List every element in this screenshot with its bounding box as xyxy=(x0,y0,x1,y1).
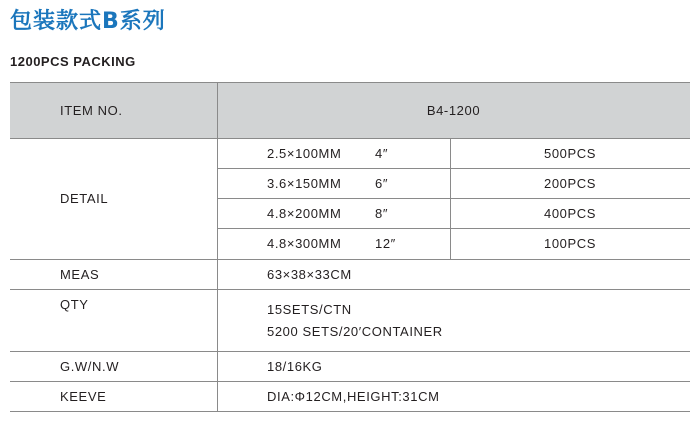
page-title: 包装款式B系列 xyxy=(10,9,166,34)
column-divider xyxy=(217,82,218,412)
meas-value: 63×38×33CM xyxy=(267,266,352,282)
item-no-label: ITEM NO. xyxy=(60,102,123,118)
detail-row-inch xyxy=(367,228,447,259)
meas-label: MEAS xyxy=(60,266,100,282)
table-top-border xyxy=(10,82,690,83)
meas-value-cell xyxy=(217,259,690,289)
detail-qty: 200PCS xyxy=(543,175,597,191)
detail-inch: 12″ xyxy=(375,236,396,251)
row-divider xyxy=(10,289,690,290)
detail-row-divider xyxy=(217,198,690,199)
meas-label-cell xyxy=(10,259,217,289)
detail-row-size xyxy=(217,228,342,259)
weight-value-cell xyxy=(217,351,690,381)
row-divider xyxy=(10,381,690,382)
header-value-cell xyxy=(217,82,690,138)
detail-size: 4.8×200MM xyxy=(267,205,342,221)
detail-row-qty xyxy=(450,228,690,259)
detail-row-qty xyxy=(450,138,690,168)
weight-label-cell xyxy=(10,351,217,381)
detail-row-divider xyxy=(217,228,690,229)
detail-inch: 6″ xyxy=(375,175,389,191)
table-bottom-border xyxy=(10,411,690,412)
weight-label: G.W/N.W xyxy=(60,358,120,374)
qty-label: QTY xyxy=(60,297,89,312)
detail-inch: 8″ xyxy=(375,205,389,221)
row-divider xyxy=(10,259,690,260)
weight-value: 18/16KG xyxy=(267,358,323,374)
keeve-value: DIA:Φ12CM,HEIGHT:31CM xyxy=(267,389,440,404)
keeve-label-cell xyxy=(10,381,217,412)
header-bottom-border xyxy=(10,138,690,139)
qty-per-container: 5200 SETS/20′CONTAINER xyxy=(267,323,443,339)
detail-size: 2.5×100MM xyxy=(267,145,342,161)
detail-qty: 400PCS xyxy=(543,205,597,221)
row-divider xyxy=(10,351,690,352)
detail-row-inch xyxy=(367,138,447,168)
detail-size: 3.6×150MM xyxy=(267,175,342,191)
detail-qty-divider xyxy=(450,138,451,259)
detail-row-divider xyxy=(217,168,690,169)
detail-label-cell xyxy=(10,138,217,259)
detail-row-inch xyxy=(367,168,447,198)
section-subtitle: 1200PCS PACKING xyxy=(10,54,136,69)
detail-size: 4.8×300MM xyxy=(267,236,342,251)
packing-table xyxy=(10,82,690,412)
qty-label-cell xyxy=(10,289,217,351)
detail-qty: 100PCS xyxy=(543,236,597,251)
detail-row-inch xyxy=(367,198,447,228)
detail-inch: 4″ xyxy=(375,145,389,161)
detail-qty: 500PCS xyxy=(543,145,597,161)
detail-row-size xyxy=(217,168,342,198)
detail-row-size xyxy=(217,138,342,168)
detail-label: DETAIL xyxy=(60,191,109,206)
detail-row-size xyxy=(217,198,342,228)
header-label-cell xyxy=(10,82,217,138)
item-no-value: B4-1200 xyxy=(426,102,481,118)
detail-row-qty xyxy=(450,198,690,228)
detail-row-qty xyxy=(450,168,690,198)
keeve-label: KEEVE xyxy=(60,389,107,404)
qty-per-carton: 15SETS/CTN xyxy=(267,301,352,317)
keeve-value-cell xyxy=(217,381,690,412)
qty-value-cell xyxy=(217,289,690,351)
